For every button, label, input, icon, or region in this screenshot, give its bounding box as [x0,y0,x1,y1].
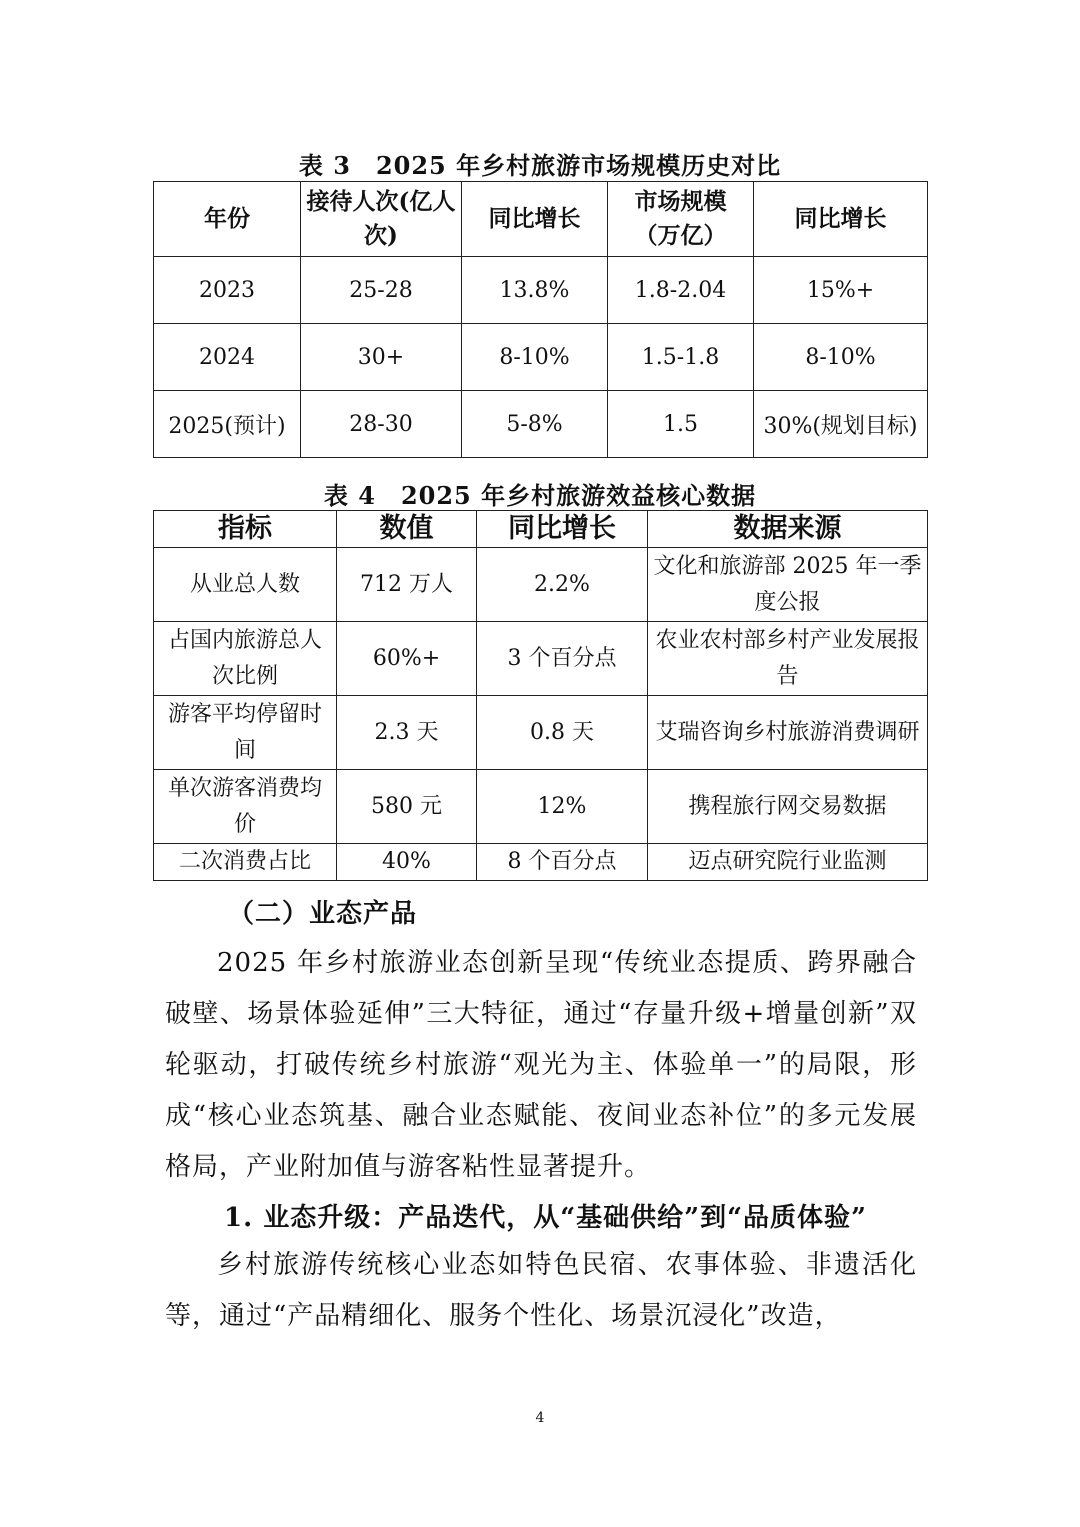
table-cell: 2025(预计) [154,391,301,458]
table-cell: 580 元 [337,770,477,844]
table-row [154,548,928,622]
table-cell: 40% [337,844,477,881]
header-cell: 同比增长 [477,511,648,548]
table-cell: 游客平均停留时间 [154,696,337,770]
body-paragraph: 乡村旅游传统核心业态如特色民宿、农事体验、非遗活化等，通过“产品精细化、服务个性化、场景沉浸化”改造， [165,1250,917,1331]
table-cell: 农业农村部乡村产业发展报告 [648,622,928,696]
table-cell: 携程旅行网交易数据 [648,770,928,844]
table-cell: 0.8 天 [477,696,648,770]
table-row [154,696,928,770]
table-cell: 文化和旅游部 2025 年一季度公报 [648,548,928,622]
market-scale-table [153,181,928,458]
header-cell: 市场规模（万亿） [608,182,754,257]
table-row [154,257,928,324]
table-row [154,324,928,391]
table-row [154,770,928,844]
table-cell: 8 个百分点 [477,844,648,881]
table-cell: 5-8% [462,391,608,458]
table-cell: 2024 [154,324,301,391]
table-cell: 8-10% [462,324,608,391]
table-cell: 1.5-1.8 [608,324,754,391]
table-row [154,391,928,458]
header-cell: 数值 [337,511,477,548]
table-cell: 2.3 天 [337,696,477,770]
table-cell: 1.5 [608,391,754,458]
table-row [154,622,928,696]
table4-caption: 表 4 2025 年乡村旅游效益核心数据 [323,481,757,510]
table-cell: 12% [477,770,648,844]
header-cell: 同比增长 [754,182,928,257]
table-cell: 13.8% [462,257,608,324]
table-cell: 单次游客消费均价 [154,770,337,844]
body-paragraph: 2025 年乡村旅游业态创新呈现“传统业态提质、跨界融合破壁、场景体验延伸”三大特征，通过“存量升级+增量创新”双轮驱动，打破传统乡村旅游“观光为主、体验单一”的局限，形成“核心业态筑基、融合业态赋能、夜间业态补位”的多元发展格局，产业附加值与游客粘性显著提升。 [165,948,917,1182]
section-heading: （二）业态产品 [228,899,418,929]
table-cell: 占国内旅游总人次比例 [154,622,337,696]
table-header-row [154,182,928,257]
table-cell: 15%+ [754,257,928,324]
table-header-row [154,511,928,548]
benefit-data-table [153,510,928,881]
table-cell: 3 个百分点 [477,622,648,696]
table-cell: 1.8-2.04 [608,257,754,324]
table-cell: 28-30 [301,391,462,458]
table-cell: 2023 [154,257,301,324]
header-cell: 同比增长 [462,182,608,257]
header-cell: 指标 [154,511,337,548]
table-cell: 8-10% [754,324,928,391]
table-cell: 60%+ [337,622,477,696]
table3-caption: 表 3 2025 年乡村旅游市场规模历史对比 [298,151,782,180]
table-cell: 二次消费占比 [154,844,337,881]
table-cell: 25-28 [301,257,462,324]
table-cell: 30%(规划目标) [754,391,928,458]
table-cell: 712 万人 [337,548,477,622]
subsection-heading: 1. 业态升级：产品迭代，从“基础供给”到“品质体验” [224,1203,868,1233]
table-cell: 艾瑞咨询乡村旅游消费调研 [648,696,928,770]
table-row [154,844,928,881]
header-cell: 数据来源 [648,511,928,548]
table-cell: 2.2% [477,548,648,622]
table-cell: 迈点研究院行业监测 [648,844,928,881]
header-cell: 年份 [154,182,301,257]
table-cell: 从业总人数 [154,548,337,622]
page-number: 4 [535,1410,545,1426]
header-cell: 接待人次(亿人次) [301,182,462,257]
table-cell: 30+ [301,324,462,391]
